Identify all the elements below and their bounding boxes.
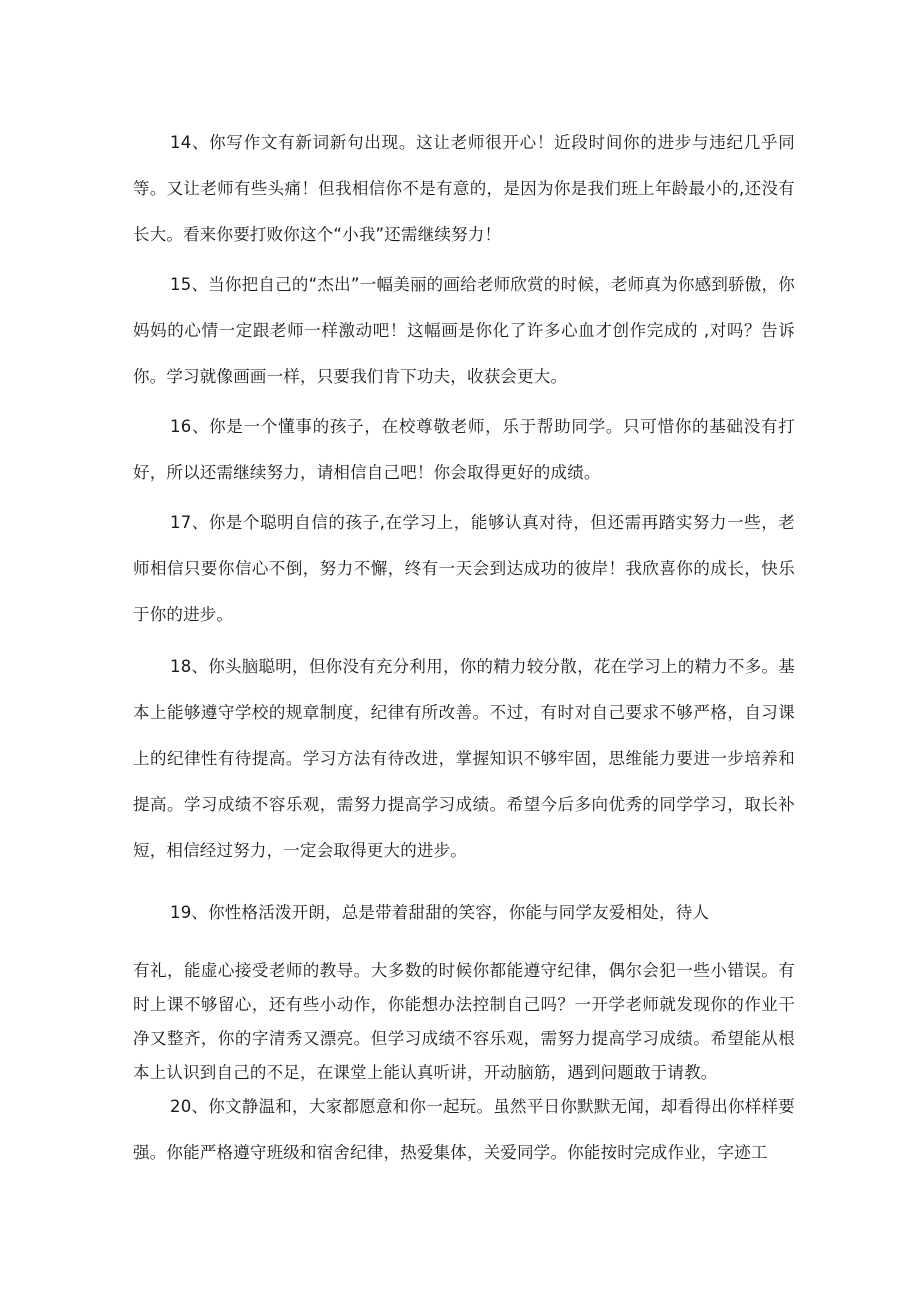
comment-paragraph-14: 14、你写作文有新词新句出现。这让老师很开心！近段时间你的进步与违纪几乎同等。又让老师有些头痛！但我相信你不是有意的，是因为你是我们班上年龄最小的,还没有长大。看来你要打败你这个“小我”还需继续努力！: [133, 133, 795, 244]
comment-paragraph-17: 17、你是个聪明自信的孩子,在学习上，能够认真对待，但还需再踏实努力一些，老师相信只要你信心不倒，努力不懈，终有一天会到达成功的彼岸！我欣喜你的成长，快乐于你的进步。: [133, 513, 795, 624]
comment-paragraph-15: 15、当你把自己的“杰出”一幅美丽的画给老师欣赏的时候，老师真为你感到骄傲，你妈妈的心情一定跟老师一样激动吧！这幅画是你化了许多心血才创作完成的 ,对吗？告诉你。学习就像画画一样，只要我们肯下功夫，收获会更大。: [133, 275, 795, 386]
comment-paragraph-19-start: 19、你性格活泼开朗，总是带着甜甜的笑容，你能与同学友爱相处，待人: [170, 903, 710, 922]
comment-paragraph-18: 18、你头脑聪明，但你没有充分利用，你的精力较分散，花在学习上的精力不多。基本上能够遵守学校的规章制度，纪律有所改善。不过，有时对自己要求不够严格，自习课上的纪律性有待提高。学习方法有待改进，掌握知识不够牢固，思维能力要进一步培养和提高。学习成绩不容乐观，需努力提高学习成绩。希望今后多向优秀的同学学习，取长补短，相信经过努力，一定会取得更大的进步。: [133, 657, 795, 860]
comment-paragraph-19-continued: 有礼，能虚心接受老师的教导。大多数的时候你都能遵守纪律，偶尔会犯一些小错误。有时上课不够留心，还有些小动作，你能想办法控制自己吗？一开学老师就发现你的作业干净又整齐，你的字清秀又漂亮。但学习成绩不容乐观，需努力提高学习成绩。希望能从根本上认识到自己的不足，在课堂上能认真听讲，开动脑筋，遇到问题敢于请教。: [133, 961, 795, 1082]
comment-paragraph-16: 16、你是一个懂事的孩子，在校尊敬老师，乐于帮助同学。只可惜你的基础没有打好，所以还需继续努力，请相信自己吧！你会取得更好的成绩。: [133, 417, 795, 482]
comment-paragraph-20: 20、你文静温和，大家都愿意和你一起玩。虽然平日你默默无闻，却看得出你样样要强。你能严格遵守班级和宿舍纪律，热爱集体，关爱同学。你能按时完成作业，字迹工: [133, 1097, 795, 1162]
